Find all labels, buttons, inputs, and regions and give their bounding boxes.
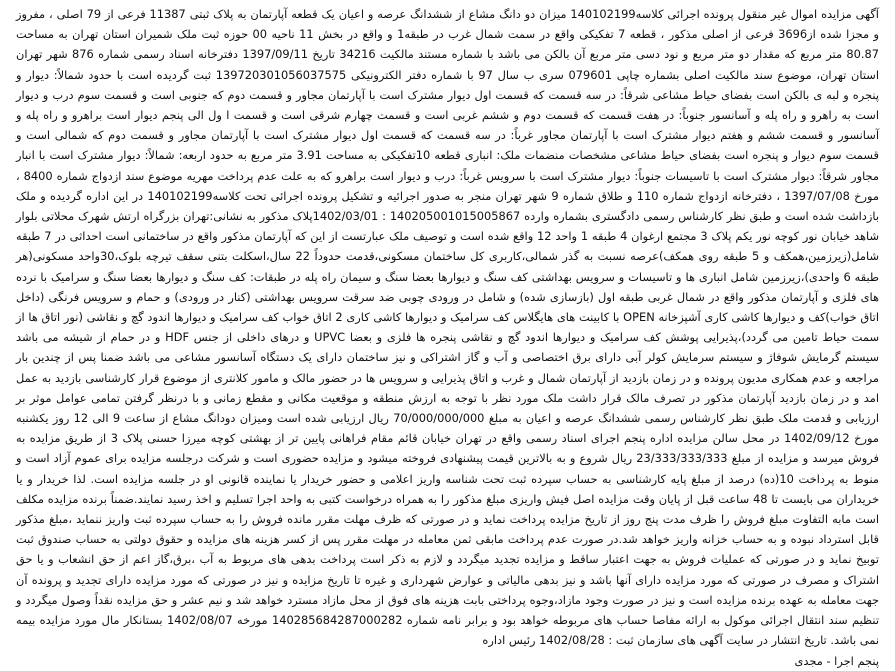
notice-signature: پنجم اجرا - مجدی xyxy=(794,653,879,668)
notice-body: آگهی مزایده اموال غیر منقول پرونده اجرائی کلاسه140102199 میزان دو دانگ مشاع از ششدانگ عرصه و اعیان یک قطعه آپارتمان به پلاک ثبتی 11387 فرعی از 79 اصلی ، مفروز و مجزا شده از3696 فرعی از اصلی مذکور ، قطعه 7 تفکیکی واقع در سمت شمال غرب در طبقه1 و واقع در بخش 11 ناحیه 00 حوزه ثبت ملک شمیران استان تهران به مساحت 80.87 متر مربع که مقدار دو متر مربع و نود دسی متر مربع آن بالکن می باشد با شماره مستند مالکیت 34216 تاریخ 1397/09/11 دفترخانه اسناد رسمی شماره 876 شهر تهران استان تهران، موضوع سند مالکیت اصلی بشماره چاپی 079601 سری ب سال 97 با شماره دفتر الکترونیکی 139720301056037575 ثبت گردیده است با حدود شمالاً: دیوار و پنجره و لبه ی بالکن است بفضای حیاط مشاعی شرقاً: در سه قسمت که قسمت اول دیوار مشترک است با آپارتمان مجاور و قسمت دوم که جنوبی است و قسمت سوم درب و دیوار است به راهرو و راه پله و آسانسور جنوباً: در هفت قسمت که قسمت دوم و ششم غربی است و قسمت چهارم شرقی است و قسمت ا ول الی پنجم دیوار است براهرو و راه پله و آسانسور و قسمت ششم و هفتم دیوار مشترک است با آپارتمان مجاور غرباً: در سه قسمت که قسمت اول دیوار مشترک است با آپارتمان مجاور و قسمت دوم که شمالی است و قسمت سوم دیوار و پنجره است بفضای حیاط مشاعی مشخصات منضمات ملک: انباری قطعه 10تفکیکی به مساحت 3.91 متر مربع به حدود اربعه: شمالاً: دیوار مشترک است با انبار مجاور شرقاً: دیوار مشترک است با تاسیسات جنوباً: دیوار مشترک است با سرویس غرباً: درب و دیوار است براهرو که به علت عدم پرداخت مهریه موضوع سند ازدواج شماره 8400 ، مورخ 1397/07/08 ، دفترخانه ازدواج شماره 110 و طلاق شماره 9 شهر تهران منجر به صدور اجرائیه و تشکیل پرونده اجرائی تحت کلاسه140102199 در این اداره گردیده و ملک بازداشت شده است و طبق نظر کارشناس رسمی دادگستری بشماره وارده 140205001015005867 : 1402/03/01پلاک مذکور به نشانی:تهران بزرگراه ارتش شهرک محلاتی بلوار شاهد خیابان نور کوچه نور یکم پلاک 3 مجتمع ارغوان 4 طبقه 1 واحد 12 واقع شده است و توصیف ملک عبارتست از این که آپارتمان مذکور واقع در ساختمانی است احداثی در 7 طبقه شامل(زیرزمین،همکف و 5 طبقه روی همکف)عرصه نسبت به گذر شمالی،کاربری کل ساختمان مسکونی،قدمت حدوداً 22 سال،اسکلت بتنی سقف تیرچه بلوک،30واحد مسکونی(هر طبقه 6 واحدی)،زیرزمین شامل انباری ها و تاسیسات و سرویس بهداشتی کف سنگ و دیوارها بعضا سنگ و سیمان راه پله در طبقات: کف سنگ و دیوارها بعضا سنگ و سرامیک با نرده های فلزی و آپارتمان مذکور واقع در شمال غربی طبقه اول (بازسازی شده) و شامل در ورودی چوبی ضد سرقت سرویس بهداشتی (کنار در ورودی) و حمام و سرویس فرنگی (داخل اتاق خواب)کف و دیوارها کاشی کاری آشپزخانه OPEN با کابینت های هایگلاس کف سرامیک و دیوارها کاشی کاری 2 اتاق خواب کف سرامیک و دیوارها اندود گچ و نقاشی (نور اتاق ها از سمت حیاط تامین می گردد)،پذیرایی پوشش کف سرامیک و دیوارها اندود گچ و نقاشی پنجره ها فلزی و بعضا UPVC و درهای داخلی از جنس HDF و در حمام از شیشه می باشد سیستم گرمایش شوفاژ و سیستم سرمایش کولر آبی دارای برق اختصاصی و آب و گاز اشتراکی و نیز ساختمان دارای یک دستگاه آسانسور مشاعی می باشد ضمنا پس از چندین بار مراجعه و عدم همکاری مدیون پرونده و در زمان بازدید از آپارتمان شمال و غرب و اتاق پذیرایی و سرویس ها در حضور مالک و مامور کلانتری از موضوع قرار کارشناسی بازدید به عمل امد و در زمان بازدید آپارتمان مذکور در تصرف مالک قرار داشت ملک مورد نظر با توجه به ارزش منطقه و موقعیت مکانی و مقطع زمانی و با درنظر گرفتن تمامی عوامل موثر بر ارزیابی و قدمت ملک طبق نظر کارشناس رسمی ششدانگ عرصه و اعیان به مبلغ 70/000/000/000 ریال ارزیابی شده است ومیزان دودانگ مشاع از ساعت 9 الی 12 روز یکشنبه مورخ 1402/09/12 در محل سالن مزایده اداره پنجم اجرای اسناد رسمی واقع در تهران خیابان قائم مقام فراهانی پایین تر از بهشتی کوچه میرزا حسنی پلاک 3 از طریق مزایده به فروش میرسد و مزایده از مبلغ 23/333/333/333 ریال شروع و به بالاترین قیمت پیشنهادی فروخته میشود و مزایده حضوری است و شرکت درجلسه مزایده برای عموم آزاد است و منوط به پرداخت 10(ده) درصد از مبلغ پایه کارشناسی به حساب سپرده ثبت تحت شناسه واریز اعلامی و حضور خریدار یا نماینده قانونی او در جلسه مزایده است. لذا خریدار و یا خریداران می بایست تا 48 ساعت قبل از پایان وقت مزایده اصل فیش واریزی مبلغ مذکور را به همراه درخواست کتبی به واحد اجرا تسلیم و اخذ رسید نمایند.ضمناً برنده مزایده مکلف است مابه التفاوت مبلغ فروش را ظرف مدت پنج روز از تاریخ مزایده پرداخت نماید و در صورتی که ظرف مهلت مقرر مانده فروش را به حساب سپرده ثبت واریز ننماید ،مبلغ مذکور قابل استرداد نبوده و به حساب خزانه واریز خواهد شد.در صورت عدم پرداخت مابقی ثمن معامله در مهلت مقرر پس از کسر هزینه های مزایده و حقوق دولتی به حساب صندوق ثبت توبیخ نماید و در صورتی که عملیات فروش به جهت اعتبار ساقط و مزایده تجدید میگردد و لازم به ذکر است پرداخت بدهی های مربوط به آب ،برق،گاز اعم از حق انشعاب و یا حق اشتراک و مصرف در صورتی که مورد مزایده دارای آنها باشد و نیز بدهی مالیاتی و عوارض شهرداری و غیره تا تاریخ مزایده و نیز در صورتی که مورد مزایده دارای تجدید و پرونده آن جهت معامله به عهده برنده مزایده است و نیز در صورت وجود مازاد،وجوه پرداختی بابت هزینه های فوق از محل مازاد مسترد خواهد شد و نیم عشر و حق مزایده نقداً وصول میگردد و تنظیم سند انتقال اجرائی موکول به ارائه مفاصا حساب های مربوطه خواهد بود و برابر نامه شماره 140285684287000282 مورخه 1402/08/07 بستانکار مال مورد مزایده بیمه نمی باشد. تاریخ انتشار در سایت آگهی های سازمان ثبت : 1402/08/28 رئیس اداره xyxy=(16,7,880,648)
auction-notice xyxy=(8,0,887,668)
